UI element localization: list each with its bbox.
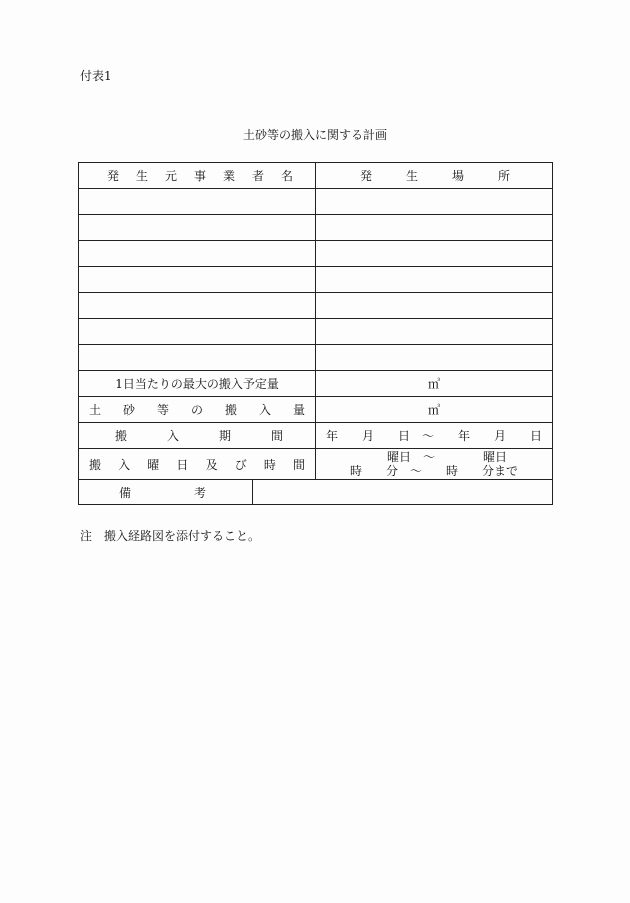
hours-line: 時 分 ～ 時 分まで [350,464,519,478]
days-hours-label-char: 日 [176,457,189,472]
daily-max-unit: ㎥ [428,377,441,391]
period-label-char: 搬 [115,429,128,443]
days-hours-label-char: 曜 [147,457,160,472]
header-source-site-char: 場 [451,169,464,183]
entry-site-cell[interactable] [316,293,553,319]
header-source-operator [79,163,316,189]
volume-value[interactable] [316,397,553,423]
remarks-label-char: 備 [119,485,132,500]
period-value[interactable]: 年 月 日 ～ 年 月 日 [316,423,553,449]
entry-site-cell[interactable] [316,241,553,267]
entry-operator-cell[interactable] [79,241,316,267]
daily-max-label: 1日当たりの最大の搬入予定量 [79,371,316,397]
header-source-operator-char: 業 [223,169,236,183]
entry-operator-cell[interactable] [79,189,316,215]
entry-operator-cell[interactable] [79,267,316,293]
days-hours-row [79,449,553,480]
entry-row [79,267,553,293]
volume-label-char: 土 [89,403,102,417]
header-source-operator-char: 者 [252,169,265,183]
page-title: 土砂等の搬入に関する計画 [242,128,387,142]
days-hours-label-char: 入 [118,457,131,472]
days-hours-label-char: 搬 [89,457,102,472]
header-source-site-char: 所 [497,169,510,183]
header-source-operator-char: 名 [281,169,294,183]
volume-label-char: 量 [293,403,306,417]
volume-unit: ㎥ [428,403,441,417]
entry-operator-cell[interactable] [79,215,316,241]
volume-row [79,397,553,423]
period-label [79,423,316,449]
daily-max-row [79,371,553,397]
remarks-value[interactable] [253,480,553,505]
days-hours-label-char: び [234,457,247,472]
entry-row [79,241,553,267]
period-label-char: 期 [219,429,232,443]
period-label-char: 間 [271,429,284,443]
period-row [79,423,553,449]
days-hours-label-char: 間 [292,457,305,472]
header-source-site-char: 生 [406,169,419,183]
entry-row [79,189,553,215]
days-hours-label-char: 及 [205,457,218,472]
header-source-operator-char: 事 [194,169,207,183]
days-hours-label [79,449,316,480]
entry-site-cell[interactable] [316,189,553,215]
attachment-label: 付表1 [80,69,112,83]
entry-site-cell[interactable] [316,215,553,241]
entry-site-cell[interactable] [316,319,553,345]
header-source-operator-char: 生 [136,169,149,183]
entry-row [79,345,553,371]
daily-max-value[interactable] [316,371,553,397]
days-hours-value[interactable] [316,449,553,480]
volume-label-char: 入 [259,403,272,417]
entry-row [79,293,553,319]
days-hours-label-char: 時 [263,457,276,472]
volume-label-char: の [191,403,204,417]
footnote: 注 搬入経路図を添付すること。 [80,529,261,543]
entry-operator-cell[interactable] [79,345,316,371]
entry-row [79,215,553,241]
period-label-char: 入 [167,429,180,443]
entry-operator-cell[interactable] [79,319,316,345]
header-source-site [316,163,553,189]
volume-label-char: 搬 [225,403,238,417]
entry-row [79,319,553,345]
header-source-site-char: 発 [360,169,373,183]
volume-label-char: 砂 [123,403,136,417]
header-source-operator-char: 発 [107,169,120,183]
volume-label-char: 等 [157,403,170,417]
remarks-row [79,480,553,505]
entry-operator-cell[interactable] [79,293,316,319]
entry-site-cell[interactable] [316,345,553,371]
entry-site-cell[interactable] [316,267,553,293]
header-source-operator-char: 元 [165,169,178,183]
volume-label [79,397,316,423]
header-row [79,163,553,189]
days-line: 曜日 ～ 曜日 [387,450,508,464]
remarks-label-char: 考 [193,485,206,500]
remarks-label [79,480,253,505]
plan-table [78,162,553,505]
